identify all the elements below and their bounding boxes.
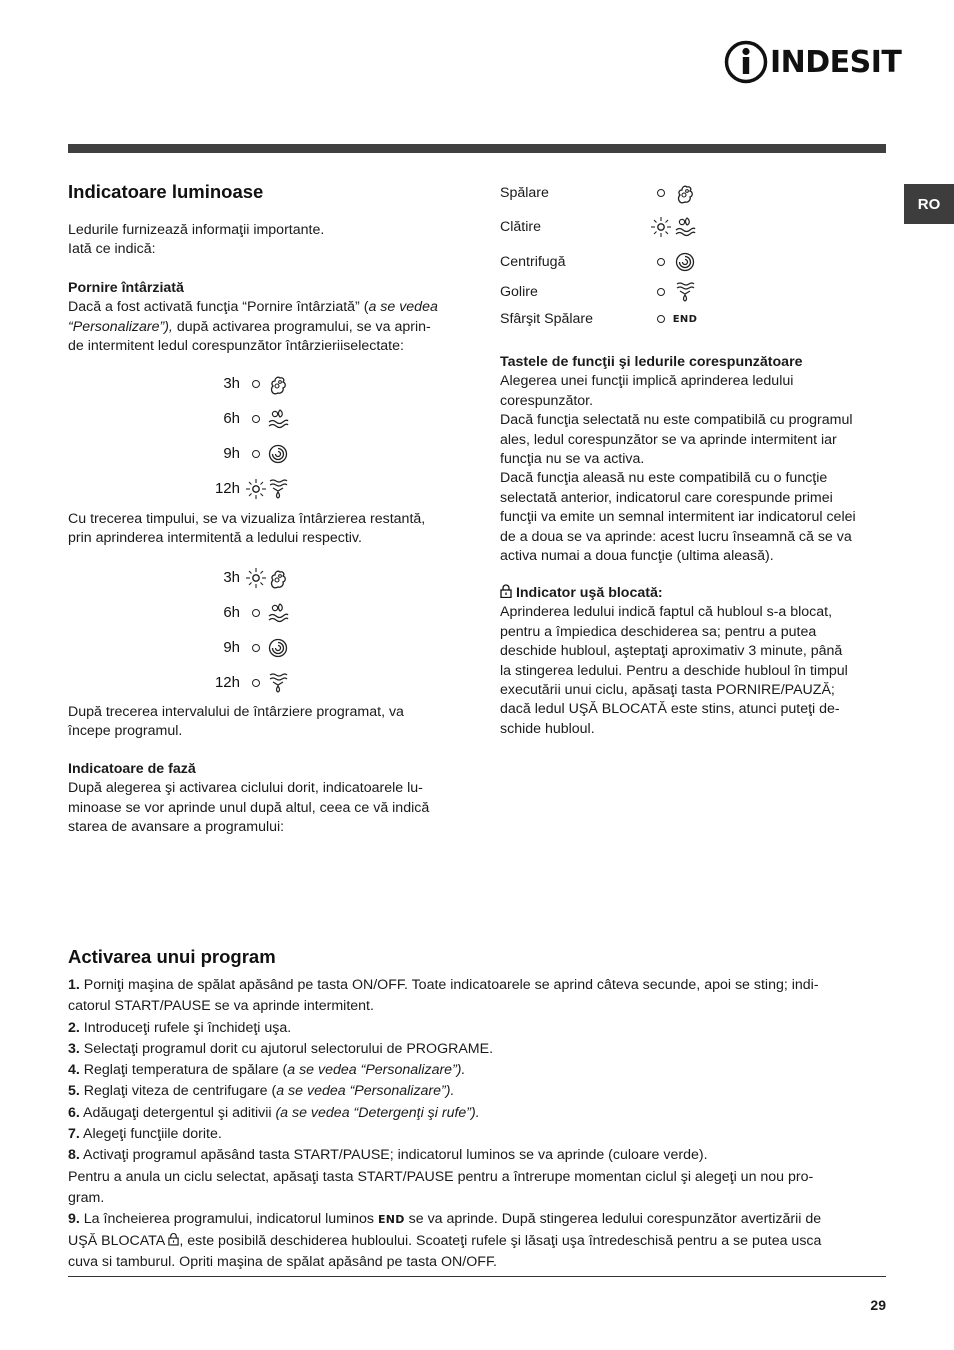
- delay-row: [212, 595, 292, 630]
- step-text: Activaţi programul apăsând tasta START/PAUSE; indicatorul luminos se va aprinde (culoare verde).: [79, 1147, 708, 1164]
- delay-label: 6h: [223, 410, 240, 427]
- wash-icon: [264, 372, 292, 396]
- phase-row-rinse: [500, 209, 890, 245]
- led-off-icon: [652, 315, 670, 323]
- door-lock-line: pentru a împiedica deschiderea sa; pentru a putea: [500, 623, 817, 640]
- step-9-cont: [68, 1231, 898, 1252]
- delay-indicator-panel-1: [212, 366, 292, 506]
- phase-heading: Indicatoare de fază: [68, 761, 196, 777]
- logo-emblem-icon: [724, 40, 768, 84]
- step-text: La încheierea programului, indicatorul luminos: [79, 1211, 378, 1228]
- wash-icon: [670, 181, 700, 205]
- step-5: [68, 1081, 898, 1102]
- end-icon: [670, 307, 700, 331]
- section-title-indicators: Indicatoare luminoase: [68, 181, 264, 202]
- door-lock-line: schide hubloul.: [500, 720, 595, 737]
- led-off-icon: [248, 380, 264, 388]
- drain-icon: [264, 477, 292, 501]
- intro-text: [68, 221, 458, 260]
- led-off-icon: [248, 679, 264, 687]
- led-off-icon: [248, 450, 264, 458]
- led-blinking-icon: [248, 478, 264, 500]
- delay-ref: a se vedea: [368, 299, 438, 316]
- step-text: Adăugaţi detergentul şi aditivii: [79, 1104, 276, 1121]
- rinse-icon: [264, 601, 292, 625]
- function-keys-block: [500, 353, 890, 566]
- phase-indicators-block: [68, 760, 468, 838]
- function-keys-heading: Tastele de funcţii şi ledurile corespunzătoare: [500, 354, 803, 370]
- function-line: Alegerea unei funcţii implică aprinderea ledului: [500, 373, 794, 390]
- delay-row: [212, 630, 292, 665]
- drain-icon: [264, 671, 292, 695]
- delay-end-line: După trecerea intervalului de întârziere programat, va: [68, 704, 404, 720]
- delay-line: [68, 298, 468, 317]
- step-number: 8.: [68, 1147, 80, 1164]
- step-4: [68, 1060, 898, 1081]
- led-blinking-icon: [652, 216, 670, 238]
- step-1: [68, 975, 898, 996]
- spin-icon: [670, 250, 700, 274]
- step-6: [68, 1103, 898, 1124]
- phase-line: minoase se vor aprinde unul după altul, ceea ce vă indică: [68, 799, 430, 816]
- language-tab: RO: [904, 184, 954, 224]
- step-text: Reglaţi temperatura de spălare (: [79, 1062, 288, 1079]
- step-2: [68, 1018, 898, 1039]
- padlock-icon: [500, 584, 512, 598]
- function-line: ales, ledul corespunzător se va aprinde intermitent iar: [500, 431, 837, 448]
- delay-line: de intermitent ledul corespunzător întârzieriiselectate:: [68, 338, 404, 355]
- function-line: Dacă funcţia selectată nu este compatibilă cu programul: [500, 412, 853, 429]
- phase-name: Spălare: [500, 184, 549, 201]
- step-3: [68, 1039, 898, 1060]
- countdown-line: Cu trecerea timpului, se va vizualiza întârzierea restantă,: [68, 511, 426, 527]
- function-line: funcţii va emite un semnal intermitent iar indicatorul celei: [500, 509, 856, 526]
- step-number: 7.: [68, 1126, 80, 1143]
- delay-label: 9h: [223, 445, 240, 462]
- step-text: , este posibilă deschiderea hubloului. Scoateţi rufele şi lăsaţi uşa întredeschisă pentru a se putea usca: [179, 1232, 822, 1249]
- section-title-program: Activarea unui program: [68, 946, 276, 967]
- function-line: de a doua se va aprinde: acest lucru înseamnă că se va: [500, 528, 852, 545]
- brand-name: INDESIT: [770, 45, 902, 80]
- delay-start-block: [68, 279, 468, 357]
- delay-ref: “Personalizare”),: [68, 318, 173, 335]
- phase-row-drain: [500, 278, 890, 306]
- end-icon: END: [377, 1213, 405, 1227]
- step-text: UŞĂ BLOCATA: [68, 1232, 169, 1249]
- step-9: [68, 1209, 898, 1230]
- delay-end-text: [68, 703, 468, 742]
- cancel-note: Pentru a anula un ciclu selectat, apăsaţi tasta START/PAUSE pentru a întrerupe momentan ciclul şi alegeţi un nou pro-: [68, 1168, 814, 1185]
- step-number: 9.: [68, 1211, 80, 1228]
- step-number: 1.: [68, 977, 80, 993]
- phase-line: starea de avansare a programului:: [68, 819, 285, 836]
- step-ref: (a se vedea “Detergenţi şi rufe”).: [275, 1104, 480, 1121]
- cancel-note-cont: gram.: [68, 1189, 105, 1206]
- step-text: Porniţi maşina de spălat apăsând pe tasta ON/OFF. Toate indicatoarele se aprind câteva secunde, apoi se sting; indi-: [79, 977, 819, 993]
- page-number: 29: [870, 1297, 886, 1313]
- phase-name: Centrifugă: [500, 253, 566, 270]
- drain-icon: [670, 280, 700, 304]
- delay-line: [68, 318, 468, 337]
- delay-indicator-panel-2: [212, 560, 292, 700]
- spin-icon: [264, 636, 292, 660]
- delay-end-line: începe programul.: [68, 723, 183, 740]
- door-lock-heading: Indicator uşă blocată:: [515, 585, 663, 601]
- door-lock-block: [500, 584, 890, 739]
- rinse-icon: [670, 215, 700, 239]
- led-off-icon: [652, 288, 670, 296]
- function-line: funcţia nu se va activa.: [500, 451, 645, 468]
- delay-countdown-text: [68, 510, 468, 549]
- door-lock-line: executării unui ciclu, apăsaţi tasta PORNIRE/PAUZĂ;: [500, 682, 835, 699]
- phase-row-wash: [500, 176, 890, 209]
- delay-row: [212, 471, 292, 506]
- delay-label: 3h: [223, 569, 240, 586]
- delay-row: [212, 366, 292, 401]
- delay-label: 9h: [223, 639, 240, 656]
- step-text: Introduceţi rufele şi închideţi uşa.: [79, 1019, 292, 1036]
- delay-label: 12h: [214, 674, 240, 691]
- led-off-icon: [248, 609, 264, 617]
- delay-label: 3h: [223, 375, 240, 392]
- phase-table: [500, 176, 890, 332]
- intro-line: Iată ce indică:: [68, 241, 156, 258]
- function-line: activa numai a doua funcţie (ultima aleasă).: [500, 548, 774, 565]
- door-lock-line: la stingerea ledului. Pentru a deschide hubloul în timpul: [500, 662, 848, 679]
- door-lock-line: Aprinderea ledului indică faptul că hubloul s-a blocat,: [500, 604, 833, 621]
- program-steps: [68, 975, 898, 1273]
- step-number: 3.: [68, 1040, 80, 1057]
- end-icon-text: END: [672, 313, 698, 325]
- step-1-cont: catorul START/PAUSE se va aprinde intermitent.: [68, 998, 374, 1015]
- phase-name: Sfârşit Spălare: [500, 311, 594, 327]
- step-7: [68, 1124, 898, 1145]
- phase-name: Golire: [500, 284, 538, 300]
- delay-text: după activarea programului, se va aprin-: [172, 318, 431, 335]
- countdown-line: prin aprinderea intermitentă a ledului respectiv.: [68, 530, 362, 547]
- delay-text: Dacă a fost activată funcţia “Pornire întârziată” (: [68, 299, 369, 316]
- led-off-icon: [248, 644, 264, 652]
- led-blinking-icon: [248, 567, 264, 589]
- intro-line: Ledurile furnizează informaţii importante.: [68, 222, 325, 238]
- step-9-cont: cuva si tamburul. Opriti maşina de spălat apăsând pe tasta ON/OFF.: [68, 1253, 497, 1270]
- brand-logo: [724, 40, 902, 86]
- delay-row: [212, 560, 292, 595]
- led-off-icon: [652, 258, 670, 266]
- step-ref: a se vedea “Personalizare”).: [276, 1083, 455, 1100]
- phase-name: Clătire: [500, 219, 541, 235]
- delay-label: 12h: [214, 480, 240, 497]
- delay-row: [212, 436, 292, 471]
- step-text: se va aprinde. După stingerea ledului corespunzător avertizării de: [404, 1211, 822, 1228]
- step-text: Reglaţi viteza de centrifugare (: [79, 1083, 277, 1100]
- delay-row: [212, 401, 292, 436]
- function-line: Dacă funcţia aleasă nu este compatibilă cu o funcţie: [500, 470, 828, 487]
- led-off-icon: [652, 189, 670, 197]
- footer-divider: [68, 1276, 886, 1277]
- spin-icon: [264, 442, 292, 466]
- phase-row-spin: [500, 245, 890, 278]
- phase-row-end: [500, 306, 890, 332]
- door-lock-line: deschide hubloul, aşteptaţi aproximativ 3 minute, până: [500, 643, 843, 660]
- led-off-icon: [248, 415, 264, 423]
- header-divider: [68, 144, 886, 153]
- function-line: selectată anterior, indicatorul care corespunde primei: [500, 489, 833, 506]
- door-lock-line: dacă ledul UŞĂ BLOCATĂ este stins, atunci puteţi de-: [500, 701, 840, 718]
- step-number: 4.: [68, 1062, 80, 1079]
- step-ref: a se vedea “Personalizare”).: [287, 1062, 466, 1079]
- rinse-icon: [264, 407, 292, 431]
- padlock-icon: [168, 1232, 179, 1246]
- door-lock-heading-row: [500, 584, 890, 603]
- function-line: corespunzător.: [500, 392, 594, 409]
- step-text: Selectaţi programul dorit cu ajutorul selectorului de PROGRAME.: [79, 1040, 494, 1057]
- delay-row: [212, 665, 292, 700]
- delay-heading: Pornire întârziată: [68, 280, 184, 296]
- step-text: Alegeţi funcţiile dorite.: [79, 1126, 222, 1143]
- step-number: 2.: [68, 1019, 80, 1036]
- step-8: [68, 1145, 898, 1166]
- step-number: 5.: [68, 1083, 80, 1100]
- delay-label: 6h: [223, 604, 240, 621]
- step-number: 6.: [68, 1104, 80, 1121]
- wash-icon: [264, 566, 292, 590]
- phase-line: După alegerea şi activarea ciclului dorit, indicatoarele lu-: [68, 780, 423, 797]
